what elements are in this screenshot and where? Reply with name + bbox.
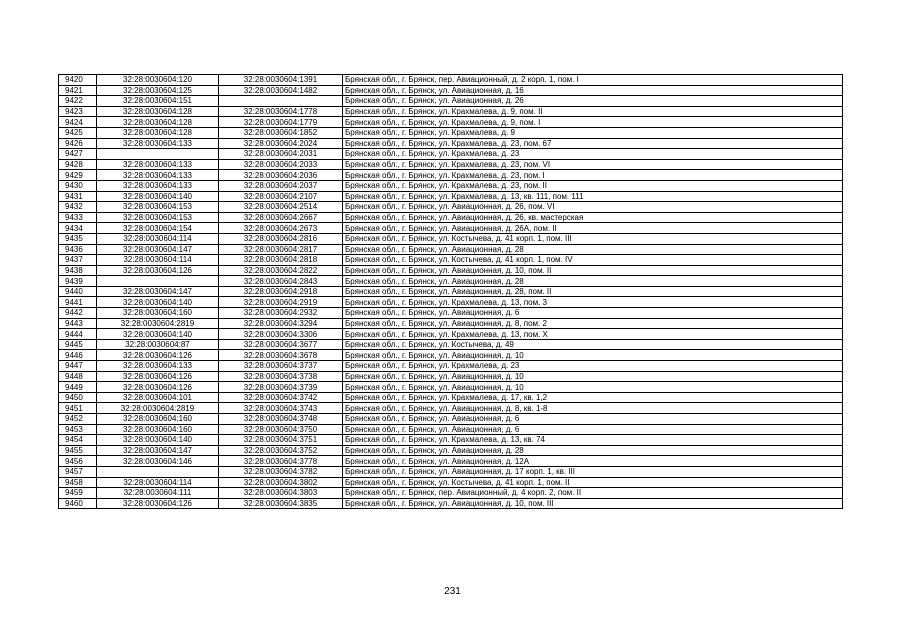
object-number-cell: 32:28:0030604:2816 (219, 233, 343, 244)
table-row (59, 244, 843, 255)
row-number-cell: 9435 (59, 233, 97, 244)
row-number-cell: 9457 (59, 466, 97, 477)
object-number-cell: 32:28:0030604:3751 (219, 435, 343, 446)
object-number-cell: 32:28:0030604:3737 (219, 361, 343, 372)
parcel-number-cell: 32:28:0030604:87 (97, 339, 219, 350)
table-row (59, 202, 843, 213)
row-number-cell: 9429 (59, 170, 97, 181)
parcel-number-cell: 32:28:0030604:154 (97, 223, 219, 234)
address-cell: Брянская обл., г. Брянск, ул. Крахмалева, д. 23, пом. I (343, 170, 843, 181)
parcel-number-cell (97, 149, 219, 160)
parcel-number-cell: 32:28:0030604:126 (97, 371, 219, 382)
parcel-number-cell: 32:28:0030604:160 (97, 424, 219, 435)
object-number-cell: 32:28:0030604:2919 (219, 297, 343, 308)
row-number-cell: 9459 (59, 488, 97, 499)
parcel-number-cell: 32:28:0030604:133 (97, 138, 219, 149)
table-row (59, 170, 843, 181)
parcel-number-cell: 32:28:0030604:114 (97, 477, 219, 488)
object-number-cell: 32:28:0030604:3782 (219, 466, 343, 477)
row-number-cell: 9426 (59, 138, 97, 149)
parcel-number-cell: 32:28:0030604:133 (97, 361, 219, 372)
address-cell: Брянская обл., г. Брянск, ул. Авиационная, д. 28 (343, 244, 843, 255)
table-row (59, 329, 843, 340)
object-number-cell: 32:28:0030604:2918 (219, 286, 343, 297)
address-cell: Брянская обл., г. Брянск, ул. Крахмалева, д. 9, пом. I (343, 117, 843, 128)
row-number-cell: 9433 (59, 212, 97, 223)
row-number-cell: 9440 (59, 286, 97, 297)
parcel-number-cell: 32:28:0030604:146 (97, 456, 219, 467)
object-number-cell: 32:28:0030604:1778 (219, 106, 343, 117)
address-cell: Брянская обл., г. Брянск, ул. Авиационная, д. 8, пом. 2 (343, 318, 843, 329)
table-row (59, 382, 843, 393)
object-number-cell: 32:28:0030604:3743 (219, 403, 343, 414)
parcel-number-cell: 32:28:0030604:128 (97, 117, 219, 128)
object-number-cell: 32:28:0030604:3678 (219, 350, 343, 361)
object-number-cell: 32:28:0030604:2932 (219, 308, 343, 319)
row-number-cell: 9441 (59, 297, 97, 308)
table-row (59, 297, 843, 308)
object-number-cell (219, 96, 343, 107)
address-cell: Брянская обл., г. Брянск, ул. Костычева, д. 41 корп. 1, пом. II (343, 477, 843, 488)
parcel-number-cell: 32:28:0030604:114 (97, 255, 219, 266)
table-body (59, 75, 843, 509)
object-number-cell: 32:28:0030604:3748 (219, 414, 343, 425)
parcel-number-cell: 32:28:0030604:2819 (97, 403, 219, 414)
row-number-cell: 9438 (59, 265, 97, 276)
table-row (59, 212, 843, 223)
address-cell: Брянская обл., г. Брянск, пер. Авиационный, д. 4 корп. 2, пом. II (343, 488, 843, 499)
table-row (59, 191, 843, 202)
parcel-number-cell (97, 466, 219, 477)
object-number-cell: 32:28:0030604:2033 (219, 159, 343, 170)
row-number-cell: 9448 (59, 371, 97, 382)
object-number-cell: 32:28:0030604:1779 (219, 117, 343, 128)
address-cell: Брянская обл., г. Брянск, ул. Авиационная, д. 12А (343, 456, 843, 467)
table-row (59, 371, 843, 382)
parcel-number-cell: 32:28:0030604:160 (97, 414, 219, 425)
address-cell: Брянская обл., г. Брянск, ул. Крахмалева, д. 9 (343, 127, 843, 138)
address-cell: Брянская обл., г. Брянск, ул. Авиационная, д. 28 (343, 445, 843, 456)
table-row (59, 361, 843, 372)
table-row (59, 265, 843, 276)
table-row (59, 318, 843, 329)
table-row (59, 350, 843, 361)
parcel-number-cell: 32:28:0030604:140 (97, 297, 219, 308)
table-row (59, 286, 843, 297)
row-number-cell: 9450 (59, 392, 97, 403)
table-row (59, 445, 843, 456)
address-cell: Брянская обл., г. Брянск, ул. Авиационная, д. 28, пом. II (343, 286, 843, 297)
object-number-cell: 32:28:0030604:3738 (219, 371, 343, 382)
address-cell: Брянская обл., г. Брянск, ул. Авиационная, д. 16 (343, 85, 843, 96)
table-row (59, 392, 843, 403)
parcel-number-cell: 32:28:0030604:140 (97, 435, 219, 446)
row-number-cell: 9427 (59, 149, 97, 160)
parcel-number-cell: 32:28:0030604:147 (97, 286, 219, 297)
object-number-cell: 32:28:0030604:2818 (219, 255, 343, 266)
address-cell: Брянская обл., г. Брянск, ул. Авиационная, д. 26А, пом. II (343, 223, 843, 234)
address-cell: Брянская обл., г. Брянск, ул. Крахмалева, д. 23, пом. VI (343, 159, 843, 170)
parcel-number-cell: 32:28:0030604:147 (97, 445, 219, 456)
table-row (59, 339, 843, 350)
object-number-cell: 32:28:0030604:3752 (219, 445, 343, 456)
object-number-cell: 32:28:0030604:2031 (219, 149, 343, 160)
address-cell: Брянская обл., г. Брянск, ул. Авиационная, д. 6 (343, 424, 843, 435)
table-row (59, 75, 843, 86)
row-number-cell: 9451 (59, 403, 97, 414)
address-cell: Брянская обл., г. Брянск, ул. Крахмалева, д. 13, кв. 74 (343, 435, 843, 446)
table-row (59, 127, 843, 138)
address-cell: Брянская обл., г. Брянск, ул. Авиационная, д. 10 (343, 350, 843, 361)
table-row (59, 106, 843, 117)
object-number-cell: 32:28:0030604:2036 (219, 170, 343, 181)
row-number-cell: 9424 (59, 117, 97, 128)
table-row (59, 96, 843, 107)
parcel-number-cell: 32:28:0030604:128 (97, 106, 219, 117)
parcel-number-cell: 32:28:0030604:153 (97, 212, 219, 223)
address-cell: Брянская обл., г. Брянск, ул. Авиационная, д. 26, пом. VI (343, 202, 843, 213)
row-number-cell: 9432 (59, 202, 97, 213)
address-cell: Брянская обл., г. Брянск, ул. Костычева, д. 41 корп. 1, пом. III (343, 233, 843, 244)
object-number-cell: 32:28:0030604:2667 (219, 212, 343, 223)
object-number-cell: 32:28:0030604:2817 (219, 244, 343, 255)
row-number-cell: 9436 (59, 244, 97, 255)
object-number-cell: 32:28:0030604:1852 (219, 127, 343, 138)
object-number-cell: 32:28:0030604:2037 (219, 180, 343, 191)
address-cell: Брянская обл., г. Брянск, ул. Авиационная, д. 8, кв. 1-8 (343, 403, 843, 414)
address-cell: Брянская обл., г. Брянск, пер. Авиационный, д. 2 корп. 1, пом. I (343, 75, 843, 86)
table-row (59, 159, 843, 170)
table-row (59, 308, 843, 319)
address-cell: Брянская обл., г. Брянск, ул. Крахмалева, д. 23, пом. 67 (343, 138, 843, 149)
object-number-cell: 32:28:0030604:3778 (219, 456, 343, 467)
row-number-cell: 9446 (59, 350, 97, 361)
row-number-cell: 9422 (59, 96, 97, 107)
table-row (59, 466, 843, 477)
row-number-cell: 9456 (59, 456, 97, 467)
row-number-cell: 9447 (59, 361, 97, 372)
table-row (59, 424, 843, 435)
table-row (59, 435, 843, 446)
address-cell: Брянская обл., г. Брянск, ул. Костычева, д. 49 (343, 339, 843, 350)
parcel-number-cell: 32:28:0030604:147 (97, 244, 219, 255)
row-number-cell: 9439 (59, 276, 97, 287)
row-number-cell: 9453 (59, 424, 97, 435)
object-number-cell: 32:28:0030604:1391 (219, 75, 343, 86)
parcel-number-cell: 32:28:0030604:126 (97, 498, 219, 509)
table-row (59, 233, 843, 244)
row-number-cell: 9420 (59, 75, 97, 86)
parcel-number-cell: 32:28:0030604:114 (97, 233, 219, 244)
object-number-cell: 32:28:0030604:2822 (219, 265, 343, 276)
object-number-cell: 32:28:0030604:2107 (219, 191, 343, 202)
address-cell: Брянская обл., г. Брянск, ул. Авиационная, д. 26 (343, 96, 843, 107)
parcel-number-cell: 32:28:0030604:120 (97, 75, 219, 86)
object-number-cell: 32:28:0030604:2843 (219, 276, 343, 287)
parcel-number-cell: 32:28:0030604:101 (97, 392, 219, 403)
table-row (59, 117, 843, 128)
table-row (59, 149, 843, 160)
address-cell: Брянская обл., г. Брянск, ул. Авиационная, д. 10 (343, 371, 843, 382)
parcel-number-cell: 32:28:0030604:126 (97, 350, 219, 361)
parcel-number-cell: 32:28:0030604:133 (97, 170, 219, 181)
row-number-cell: 9455 (59, 445, 97, 456)
table-row (59, 456, 843, 467)
table-row (59, 414, 843, 425)
parcel-number-cell: 32:28:0030604:160 (97, 308, 219, 319)
row-number-cell: 9445 (59, 339, 97, 350)
address-cell: Брянская обл., г. Брянск, ул. Авиационная, д. 6 (343, 308, 843, 319)
table-row (59, 276, 843, 287)
row-number-cell: 9444 (59, 329, 97, 340)
table-row (59, 180, 843, 191)
object-number-cell: 32:28:0030604:3306 (219, 329, 343, 340)
table-row (59, 138, 843, 149)
object-number-cell: 32:28:0030604:3742 (219, 392, 343, 403)
object-number-cell: 32:28:0030604:3835 (219, 498, 343, 509)
object-number-cell: 32:28:0030604:3750 (219, 424, 343, 435)
table-row (59, 255, 843, 266)
table-row (59, 477, 843, 488)
parcel-number-cell: 32:28:0030604:151 (97, 96, 219, 107)
row-number-cell: 9460 (59, 498, 97, 509)
address-cell: Брянская обл., г. Брянск, ул. Крахмалева, д. 23, пом. II (343, 180, 843, 191)
address-cell: Брянская обл., г. Брянск, ул. Крахмалева, д. 13, пом. 3 (343, 297, 843, 308)
table-row (59, 223, 843, 234)
address-cell: Брянская обл., г. Брянск, ул. Авиационная, д. 28 (343, 276, 843, 287)
object-number-cell: 32:28:0030604:2673 (219, 223, 343, 234)
parcel-number-cell: 32:28:0030604:126 (97, 382, 219, 393)
object-number-cell: 32:28:0030604:3294 (219, 318, 343, 329)
parcel-number-cell: 32:28:0030604:140 (97, 191, 219, 202)
address-cell: Брянская обл., г. Брянск, ул. Авиационная, д. 10, пом. II (343, 265, 843, 276)
table-row (59, 488, 843, 499)
address-cell: Брянская обл., г. Брянск, ул. Крахмалева, д. 13, пом. X (343, 329, 843, 340)
row-number-cell: 9458 (59, 477, 97, 488)
row-number-cell: 9454 (59, 435, 97, 446)
row-number-cell: 9449 (59, 382, 97, 393)
parcel-number-cell: 32:28:0030604:133 (97, 180, 219, 191)
parcel-number-cell: 32:28:0030604:126 (97, 265, 219, 276)
row-number-cell: 9434 (59, 223, 97, 234)
address-cell: Брянская обл., г. Брянск, ул. Авиационная, д. 6 (343, 414, 843, 425)
row-number-cell: 9430 (59, 180, 97, 191)
object-number-cell: 32:28:0030604:3739 (219, 382, 343, 393)
address-cell: Брянская обл., г. Брянск, ул. Костычева, д. 41 корп. 1, пом. IV (343, 255, 843, 266)
address-cell: Брянская обл., г. Брянск, ул. Авиационная, д. 26, кв. мастерская (343, 212, 843, 223)
parcel-number-cell: 32:28:0030604:111 (97, 488, 219, 499)
page-number: 231 (444, 586, 461, 597)
parcel-number-cell: 32:28:0030604:140 (97, 329, 219, 340)
object-number-cell: 32:28:0030604:3803 (219, 488, 343, 499)
row-number-cell: 9442 (59, 308, 97, 319)
cadastral-table (58, 74, 843, 509)
address-cell: Брянская обл., г. Брянск, ул. Крахмалева, д. 23 (343, 361, 843, 372)
address-cell: Брянская обл., г. Брянск, ул. Авиационная, д. 10, пом. III (343, 498, 843, 509)
address-cell: Брянская обл., г. Брянск, ул. Крахмалева, д. 13, кв. 111, пом. 111 (343, 191, 843, 202)
object-number-cell: 32:28:0030604:1482 (219, 85, 343, 96)
table-row (59, 403, 843, 414)
table-row (59, 85, 843, 96)
parcel-number-cell: 32:28:0030604:133 (97, 159, 219, 170)
row-number-cell: 9421 (59, 85, 97, 96)
parcel-number-cell: 32:28:0030604:153 (97, 202, 219, 213)
row-number-cell: 9437 (59, 255, 97, 266)
object-number-cell: 32:28:0030604:3802 (219, 477, 343, 488)
object-number-cell: 32:28:0030604:3677 (219, 339, 343, 350)
address-cell: Брянская обл., г. Брянск, ул. Крахмалева, д. 9, пом. II (343, 106, 843, 117)
address-cell: Брянская обл., г. Брянск, ул. Авиационная, д. 10 (343, 382, 843, 393)
parcel-number-cell (97, 276, 219, 287)
address-cell: Брянская обл., г. Брянск, ул. Крахмалева, д. 17, кв. 1,2 (343, 392, 843, 403)
cadastral-table-sheet (58, 74, 842, 509)
object-number-cell: 32:28:0030604:2514 (219, 202, 343, 213)
row-number-cell: 9423 (59, 106, 97, 117)
object-number-cell: 32:28:0030604:2024 (219, 138, 343, 149)
table-row (59, 498, 843, 509)
address-cell: Брянская обл., г. Брянск, ул. Авиационная, д. 17 корп. 1, кв. III (343, 466, 843, 477)
row-number-cell: 9443 (59, 318, 97, 329)
parcel-number-cell: 32:28:0030604:128 (97, 127, 219, 138)
row-number-cell: 9428 (59, 159, 97, 170)
parcel-number-cell: 32:28:0030604:2819 (97, 318, 219, 329)
row-number-cell: 9425 (59, 127, 97, 138)
address-cell: Брянская обл., г. Брянск, ул. Крахмалева, д. 23 (343, 149, 843, 160)
row-number-cell: 9452 (59, 414, 97, 425)
parcel-number-cell: 32:28:0030604:125 (97, 85, 219, 96)
row-number-cell: 9431 (59, 191, 97, 202)
